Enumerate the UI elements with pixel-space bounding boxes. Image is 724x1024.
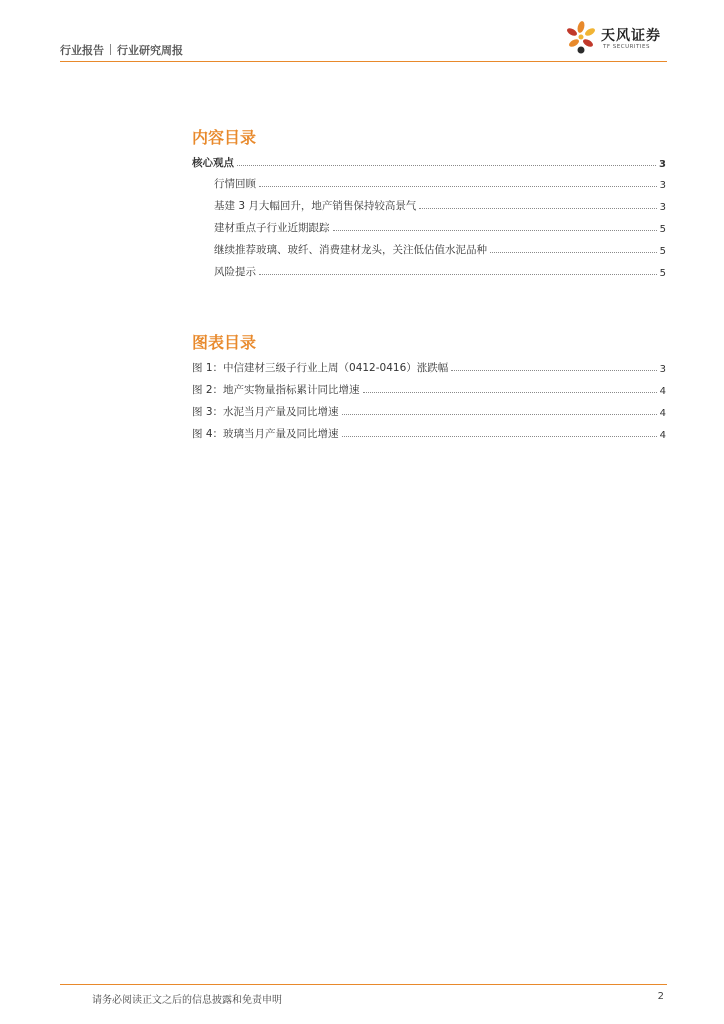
header-divider (60, 61, 667, 62)
toc-entry[interactable] (214, 219, 666, 235)
footer-disclaimer: 请务必阅读正文之后的信息披露和免责申明 (92, 995, 282, 1006)
toc-entry-page: 5 (659, 224, 666, 235)
toc-leader-dots (419, 208, 656, 209)
toc-entry-page: 3 (659, 180, 666, 191)
toc-entry[interactable] (214, 197, 666, 213)
toc-leader-dots (490, 252, 657, 253)
figure-entry-label: 图 3：水泥当月产量及同比增速 (192, 406, 339, 418)
toc-entry-page: 3 (659, 159, 666, 170)
figure-entry-page: 4 (659, 386, 666, 397)
toc-leader-dots (451, 370, 656, 371)
figure-entry[interactable] (192, 359, 666, 375)
figure-entry-page: 4 (659, 408, 666, 419)
toc-entry-label: 核心观点 (192, 157, 234, 169)
toc-entry-page: 5 (659, 268, 666, 279)
figure-entry-label: 图 1：中信建材三级子行业上周（0412-0416）涨跌幅 (192, 362, 449, 374)
toc-entry-label: 继续推荐玻璃、玻纤、消费建材龙头，关注低估值水泥品种 (214, 244, 487, 256)
logo-subtitle: TF SECURITIES (603, 44, 650, 50)
toc-leader-dots (237, 165, 656, 166)
figure-entry[interactable] (192, 425, 666, 441)
page-header (60, 28, 667, 62)
company-logo (563, 20, 667, 56)
figure-entry[interactable] (192, 381, 666, 397)
toc-entry[interactable] (214, 241, 666, 257)
toc-leader-dots (259, 186, 657, 187)
toc-entry[interactable] (214, 263, 666, 279)
toc-entry-label: 基建 3 月大幅回升，地产销售保持较高景气 (214, 200, 417, 212)
footer-divider (60, 984, 667, 985)
toc-entry-page: 3 (659, 202, 666, 213)
toc-entry[interactable] (214, 175, 666, 191)
toc-entry-label: 风险提示 (214, 266, 256, 278)
tf-flower-logo-icon (563, 20, 599, 56)
figure-entry[interactable] (192, 403, 666, 419)
breadcrumb-report-subtype: 行业研究周报 (117, 44, 183, 57)
toc-leader-dots (333, 230, 657, 231)
toc-entry-label: 建材重点子行业近期跟踪 (214, 222, 330, 234)
toc-leader-dots (259, 274, 657, 275)
logo-name: 天风证券 (601, 28, 661, 44)
page-number: 2 (657, 991, 664, 1002)
toc-leader-dots (342, 436, 657, 437)
toc-leader-dots (363, 392, 657, 393)
figure-entry-page: 4 (659, 430, 666, 441)
figure-entry-label: 图 4：玻璃当月产量及同比增速 (192, 428, 339, 440)
breadcrumb (60, 42, 183, 58)
breadcrumb-separator (110, 44, 111, 55)
toc-entry-label: 行情回顾 (214, 178, 256, 190)
figures-title: 图表目录 (192, 333, 257, 352)
figure-entry-page: 3 (659, 364, 666, 375)
toc-entry-page: 5 (659, 246, 666, 257)
toc-entry[interactable] (192, 154, 666, 170)
toc-leader-dots (342, 414, 657, 415)
toc-title: 内容目录 (192, 128, 257, 147)
figure-entry-label: 图 2：地产实物量指标累计同比增速 (192, 384, 360, 396)
breadcrumb-report-type: 行业报告 (60, 44, 104, 57)
